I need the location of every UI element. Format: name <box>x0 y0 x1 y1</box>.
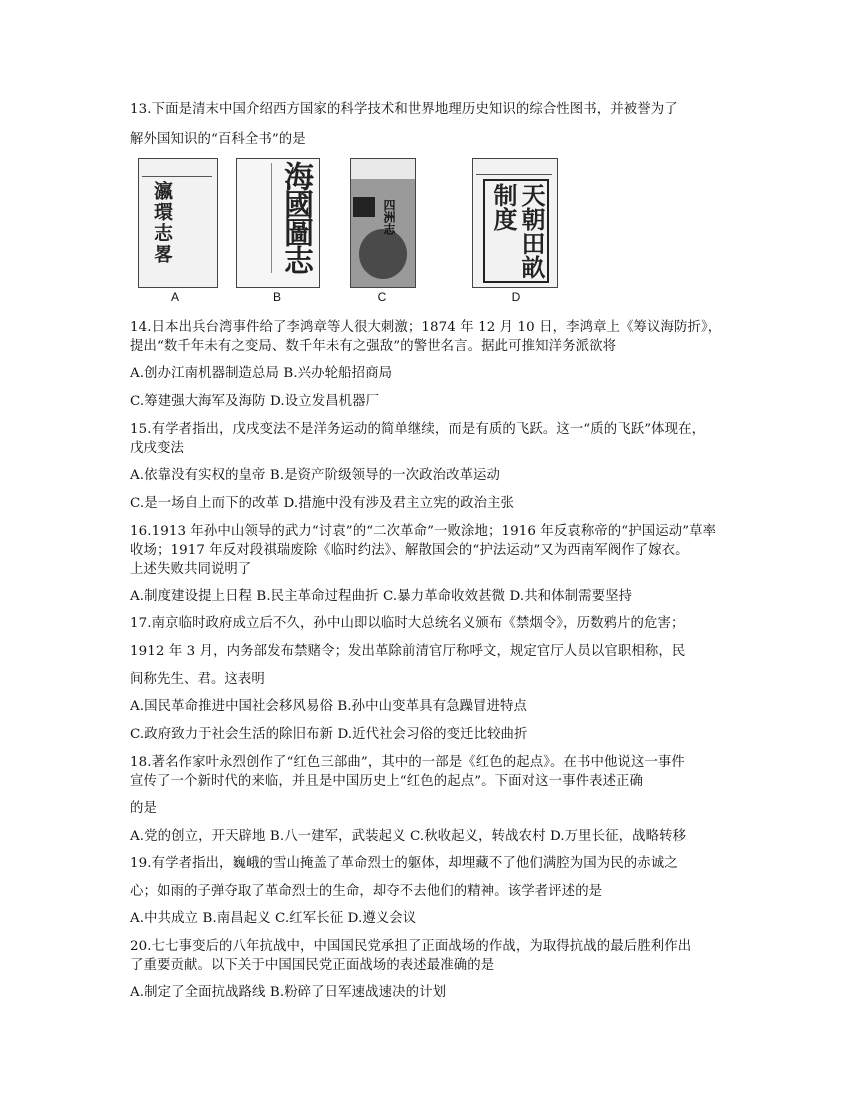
q17-stem-line1: 17.南京临时政府成立后不久，孙中山即以临时大总统名义颁布《禁烟令》，历数鸦片的危害； <box>130 616 685 631</box>
book-cover-b <box>236 158 320 288</box>
book-letter-b: B <box>272 290 281 304</box>
book-cover-a <box>138 158 218 288</box>
q13-stem-line1: 13.下面是清末中国介绍西方国家的科学技术和世界地理历史知识的综合性图书，并被誉为了 <box>130 102 678 117</box>
book-d-title: 天朝田畝制度 <box>489 183 545 279</box>
q14-stem-line2: 提出“数千年未有之变局、数千年未有之强敌”的警世名言。据此可推知洋务派欲将 <box>130 339 617 354</box>
q14-stem-line1: 14.日本出兵台湾事件给了李鸿章等人很大刺激；1874 年 12 月 10 日，李鸿章上《筹议海防折》， <box>130 320 722 335</box>
book-a-header-band <box>142 162 212 177</box>
q16-stem-line3: 上述失败共同说明了 <box>130 562 252 577</box>
q20-stem-line1: 20.七七事变后的八年抗战中，中国国民党承担了正面战场的作战，为取得抗战的最后胜利作出 <box>130 939 692 954</box>
q17-stem-line3: 间称先生、君。这表明 <box>130 672 265 687</box>
book-c-black-label <box>353 197 375 217</box>
book-b-title: 海國圖志 <box>278 161 313 273</box>
q17-stem-line2: 1912 年 3 月，内务部发布禁赌令；发出革除前清官厅称呼文，规定官厅人员以官职相称，民 <box>130 644 686 659</box>
book-a-title: 瀛環志畧 <box>151 181 173 265</box>
q19-stem-line2: 心；如雨的子弹夺取了革命烈士的生命，却夺不去他们的精神。该学者评述的是 <box>130 884 603 899</box>
q14-options-line1: A.创办江南机器制造总局 B.兴办轮船招商局 <box>130 366 393 381</box>
book-letter-c: C <box>377 290 387 304</box>
q16-options-line1: A.制度建设提上日程 B.民主革命过程曲折 C.暴力革命收效甚微 D.共和体制需要坚持 <box>130 589 633 604</box>
q16-stem-line2: 收场；1917 年反对段祺瑞废除《临时约法》、解散国会的“护法运动”又为西南军阀作了嫁衣。 <box>130 543 689 558</box>
book-letter-d: D <box>511 290 521 304</box>
q15-stem-line2: 戊戌变法 <box>130 441 184 456</box>
q18-stem-line3: 的是 <box>130 801 157 816</box>
q13-stem-line2: 解外国知识的“百科全书”的是 <box>130 132 306 147</box>
q15-options-line2: C.是一场自上而下的改革 D.措施中没有涉及君主立宪的政治主张 <box>130 496 515 511</box>
q20-options-line1: A.制定了全面抗战路线 B.粉碎了日军速战速决的计划 <box>130 985 447 1000</box>
book-cover-c <box>350 158 416 288</box>
q15-options-line1: A.依靠没有实权的皇帝 B.是资产阶级领导的一次政治改革运动 <box>130 468 501 483</box>
q14-options-line2: C.筹建强大海军及海防 D.设立发昌机器厂 <box>130 394 380 409</box>
q19-options-line1: A.中共成立 B.南昌起义 C.红军长征 D.遵义会议 <box>130 911 417 926</box>
book-c-top-band <box>351 159 415 179</box>
q19-stem-line1: 19.有学者指出，巍峨的雪山掩盖了革命烈士的躯体，却埋藏不了他们满腔为国为民的赤诚之 <box>130 856 678 871</box>
q18-stem-line2: 宣传了一个新时代的来临，并且是中国历史上“红色的起点”。下面对这一事件表述正确 <box>130 774 644 789</box>
book-letter-a: A <box>170 290 179 304</box>
q16-stem-line1: 16.1913 年孙中山领导的武力“讨袁”的“二次革命”一败涂地；1916 年反袁称帝的“护国运动”草率 <box>130 524 717 539</box>
book-d-header-band <box>476 162 552 175</box>
q13-book-images <box>130 158 590 306</box>
book-cover-d <box>472 158 558 288</box>
book-b-side-column <box>241 163 272 273</box>
q17-options-line2: C.政府致力于社会生活的除旧布新 D.近代社会习俗的变迁比较曲折 <box>130 727 528 742</box>
q18-stem-line1: 18.著名作家叶永烈创作了“红色三部曲”，其中的一部是《红色的起点》。在书中他说这一事件 <box>130 755 685 770</box>
book-c-portrait <box>359 229 407 279</box>
q18-options-line1: A.党的创立，开天辟地 B.八一建军，武装起义 C.秋收起义，转战农村 D.万里长征，战略转移 <box>130 829 687 844</box>
q17-options-line1: A.国民革命推进中国社会移风易俗 B.孙中山变革具有急躁冒进特点 <box>130 699 528 714</box>
q20-stem-line2: 了重要贡献。以下关于中国国民党正面战场的表述最准确的是 <box>130 958 495 973</box>
book-c-title: 四洲志 <box>382 199 396 235</box>
q15-stem-line1: 15.有学者指出，戊戌变法不是洋务运动的简单继续，而是有质的飞跃。这一“质的飞跃”体现在， <box>130 422 706 437</box>
